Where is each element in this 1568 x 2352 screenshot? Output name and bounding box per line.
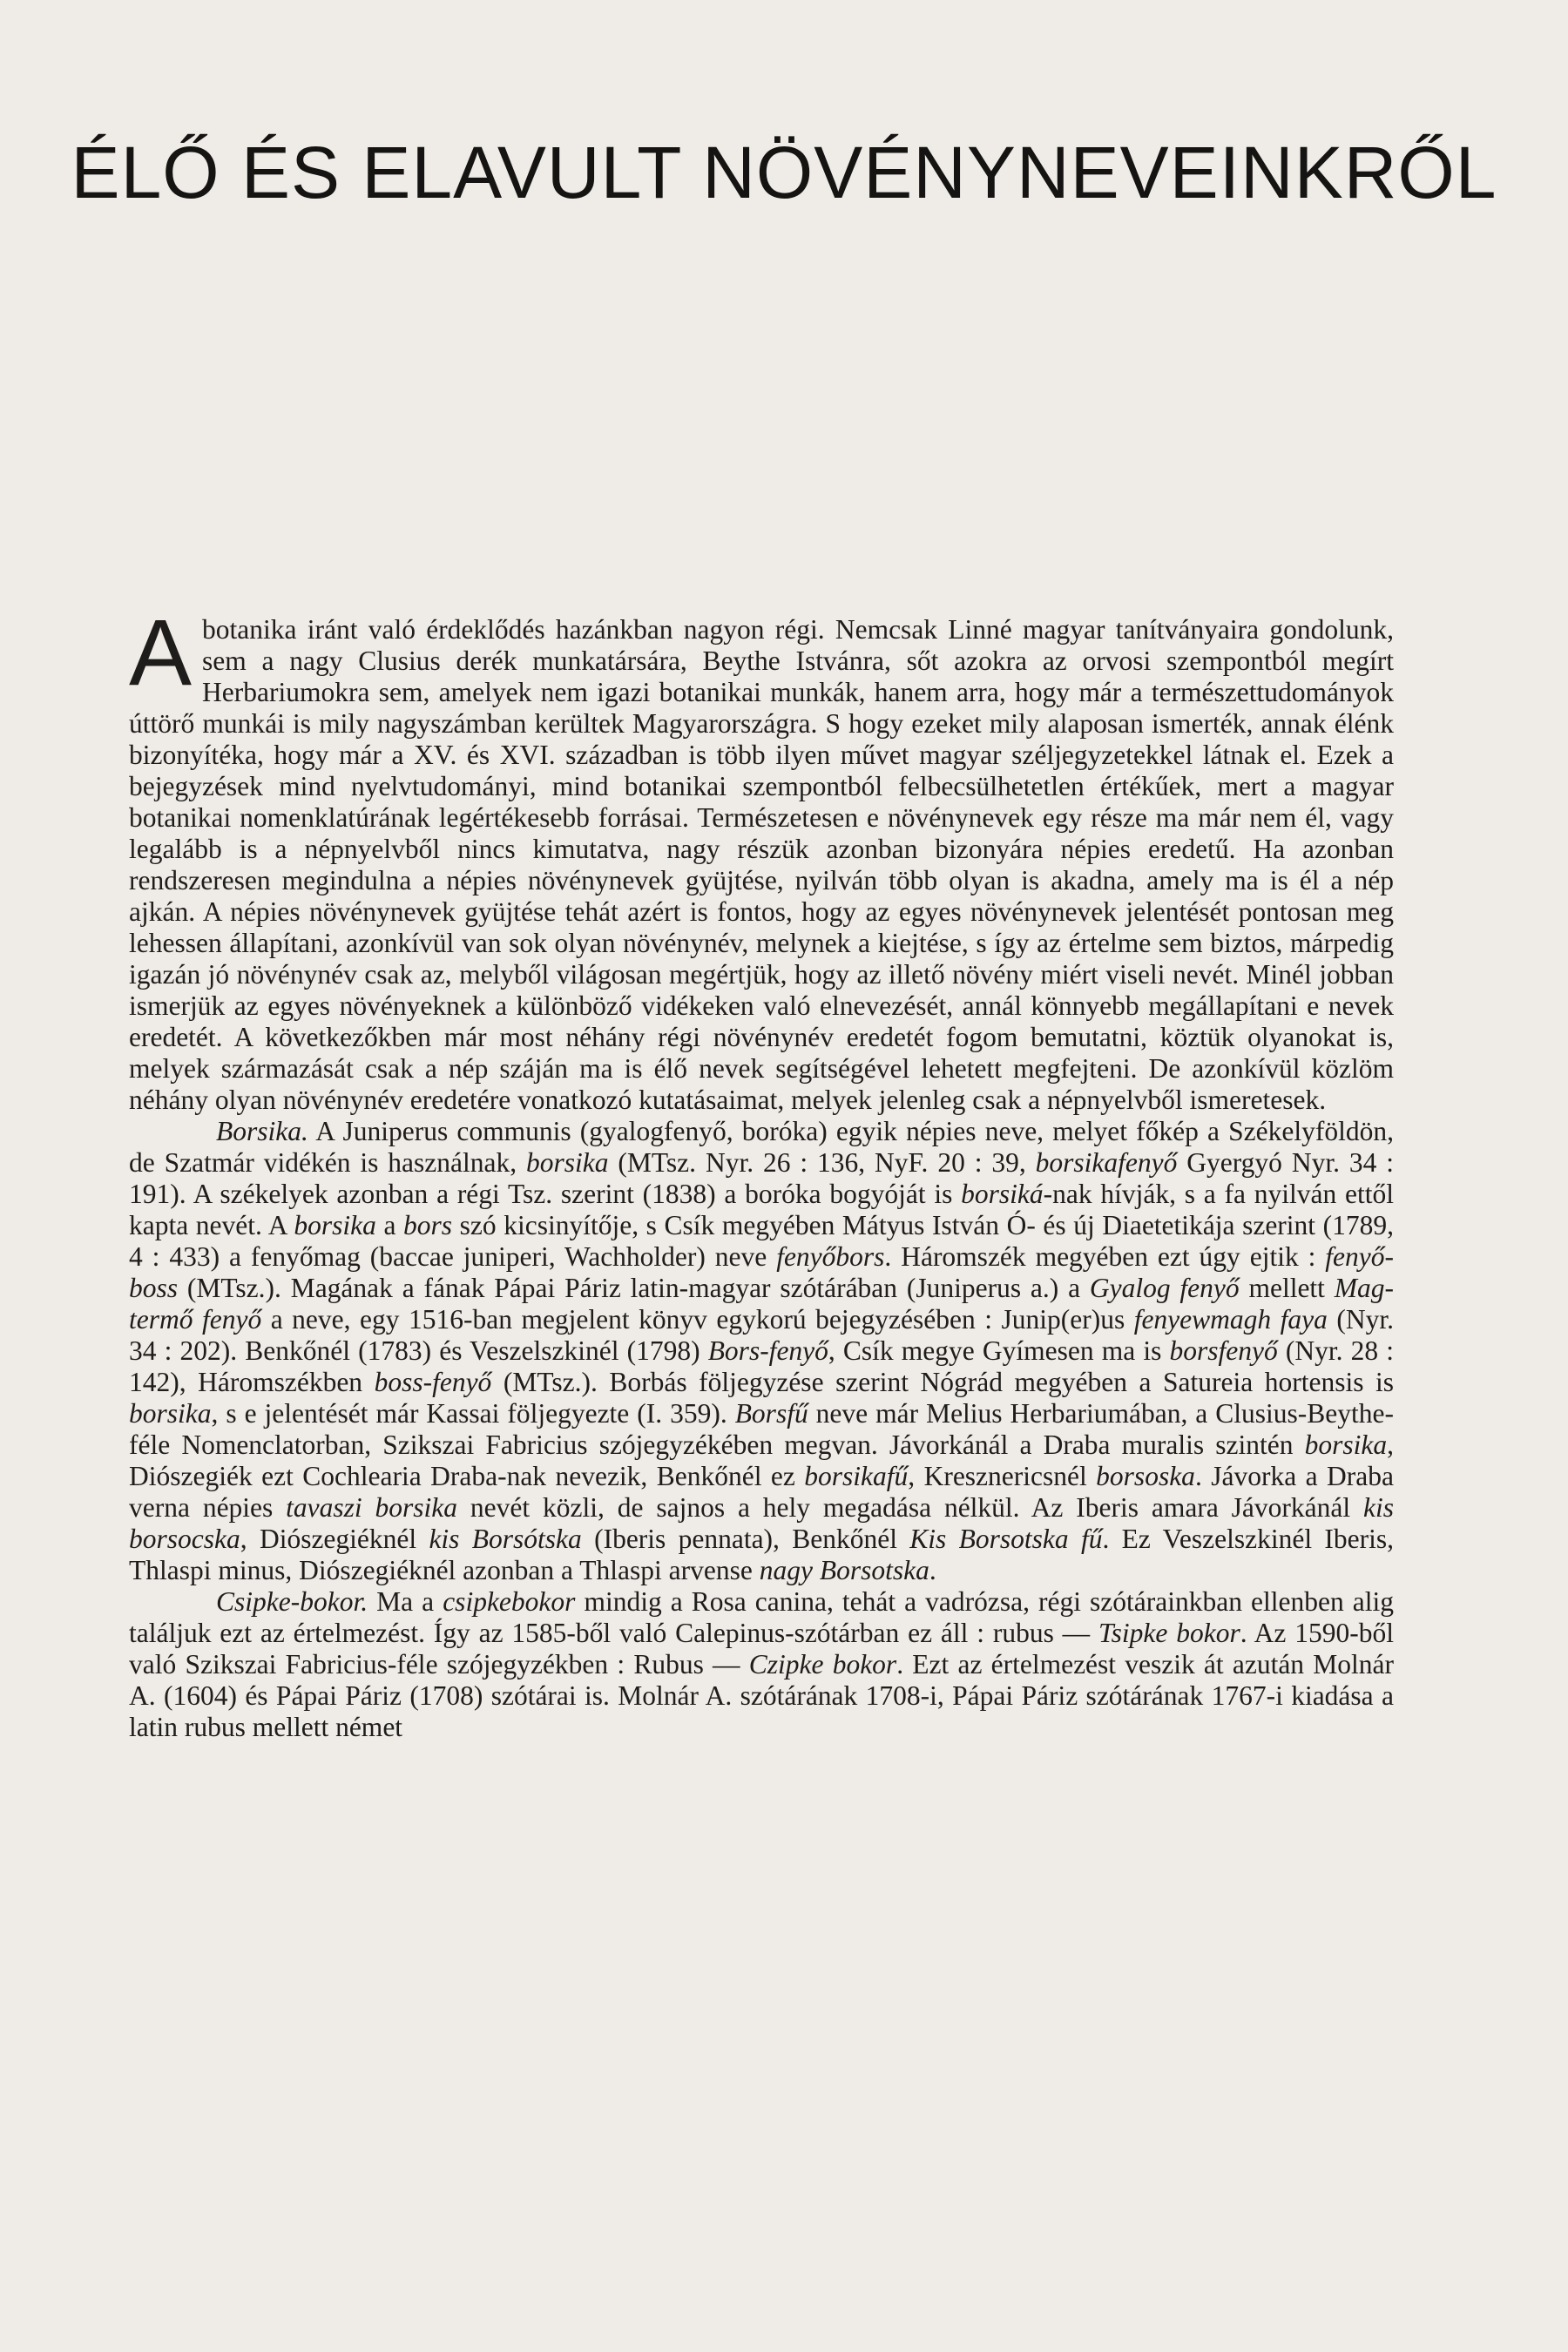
text-run: Gyergyó Nyr. 34 : 191). A székelyek azonban a régi Tsz. szerint (1838) a boróka bogyóját is — [129, 1147, 1395, 1209]
text-run: . Háromszék megyében ezt úgy ejtik : — [884, 1241, 1326, 1272]
italic-term: borsikafenyő — [1035, 1147, 1178, 1178]
italic-term: borsiká — [961, 1179, 1044, 1209]
intro-paragraph — [129, 599, 1394, 1116]
italic-term: kis Borsótska — [429, 1524, 582, 1554]
text-run: a — [375, 1210, 404, 1240]
text-run: , Csík megye Gyímesen ma is — [828, 1335, 1170, 1366]
text-run: neve már Melius Herbariumában, a Clusius-Beythe-féle Nomenclatorban, Szikszai Fabricius szójegyzékében megvan. Jávorkánál a Draba muralis szintén — [129, 1398, 1394, 1460]
borsika-paragraph — [129, 1116, 1394, 1586]
text-run: nevét közli, de sajnos a hely megadása nélkül. Az Iberis amara Jávorkánál — [457, 1492, 1363, 1523]
italic-term: Gyalog fenyő — [1089, 1273, 1240, 1303]
italic-term: boss-fenyő — [374, 1367, 492, 1397]
text-run: botanika iránt való érdeklődés hazánkban nagyon régi. Nemcsak Linné magyar tanítványaira gondolunk, sem a nagy Clusius derék munkatársára, Beythe Istvánra, sőt azokra az orvosi szempontból megírt Herbariumokra sem, amelyek nem igazi botanikai munkák, hanem arra, hogy már a természettudományok úttörő munkái is mily nagyszámban kerültek Magyarországra. S hogy ezeket mily alaposan ismerték, annak élénk bizonyítéka, hogy már a XV. és XVI. században is több ilyen művet magyar széljegyzetekkel látnak el. Ezek a bejegyzések mind nyelvtudományi, mind botanikai szempontból felbecsülhetetlen értékűek, mert a magyar botanikai nomenklatúrának legértékesebb forrásai. Természetesen e növénynevek egy része ma már nem él, vagy legalább is a népnyelvből nincs kimutatva, nagy részük azonban bizonyára népies eredetű. Ha azonban rendszeresen megindulna a népies növénynevek gyüjtése, nyilván több olyan is akadna, amely ma is él a nép ajkán. A népies növénynevek gyüjtése tehát azért is fontos, hogy az egyes növénynevek jelentését pontosan meg lehessen állapítani, azonkívül van sok olyan növénynév, melynek a kiejtése, s így az értelme sem biztos, márpedig igazán jó növénynév csak az, melyből világosan megértjük, hogy az illető növény miért viseli nevét. Minél jobban ismerjük az egyes növényeknek a különböző vidékeken való elnevezését, annál könnyebb megállapítani e nevek eredetét. A következőkben már most néhány régi növénynév eredetét fogom bemutatni, köztük olyanokat is, melyek származását csak a nép száján ma is élő nevek segítségével lehetett megfejteni. De azonkívül közlöm néhány olyan növénynév eredetére vonatkozó kutatásaimat, melyek jelenleg csak a népnyelvből ismeretesek. — [129, 614, 1394, 1115]
italic-term: Tsipke bokor — [1098, 1618, 1240, 1648]
italic-term: csipkebokor — [443, 1586, 576, 1617]
italic-term: borsoska — [1096, 1461, 1195, 1491]
text-run: (Nyr. 28 : 142), Háromszékben — [129, 1335, 1395, 1397]
text-run: . Ezt az értelmezést veszik át azután Molnár A. (1604) és Pápai Páriz (1708) szótárai is. Molnár A. szótárának 1708-i, Pápai Páriz szótárának 1767-i kiadása a latin rubus mellett német — [129, 1649, 1394, 1742]
text-run: (MTsz. Nyr. 26 : 136, NyF. 20 : 39, — [608, 1147, 1036, 1178]
italic-term: fenyő-boss — [129, 1241, 1395, 1303]
italic-term: borsika — [129, 1398, 212, 1429]
text-run: , s e jelentését már Kassai följegyezte (I. 359). — [211, 1398, 735, 1429]
italic-term: borsfenyő — [1169, 1335, 1278, 1366]
text-run: . Ez Veszelszkinél Iberis, Thlaspi minus, Diószegiéknél azonban a Thlaspi arvense — [129, 1524, 1394, 1585]
text-run: . Jávorka a Draba verna népies — [129, 1461, 1394, 1523]
italic-term: fenyőbors — [776, 1241, 885, 1272]
italic-term: tavaszi borsika — [286, 1492, 458, 1523]
article-title: ÉLŐ ÉS ELAVULT NÖVÉNYNEVEINKRŐL — [71, 132, 1497, 213]
italic-term: borsika — [525, 1147, 609, 1178]
italic-term: Csipke-bokor. — [216, 1586, 368, 1617]
italic-term: fenyewmagh faya — [1133, 1304, 1328, 1335]
text-run: , Kresznericsnél — [908, 1461, 1097, 1491]
text-run: (Nyr. 34 : 202). Benkőnél (1783) és Veszelszkinél (1798) — [129, 1304, 1394, 1366]
text-run: . — [929, 1555, 936, 1585]
text-run: . Az 1590-ből való Szikszai Fabricius-féle szójegyzékben : Rubus — — [129, 1618, 1394, 1680]
text-run: a neve, egy 1516-ban megjelent könyv egykorú bejegyzésében : Junip(er)us — [261, 1304, 1134, 1335]
italic-term: Bors-fenyő — [707, 1335, 828, 1366]
text-run: Ma a — [368, 1586, 443, 1617]
text-run: (MTsz.). Borbás följegyzése szerint Nógrád megyében a Satureia hortensis is — [491, 1367, 1394, 1397]
text-run: (MTsz.). Magának a fának Pápai Páriz latin-magyar szótárában (Juniperus a.) a — [178, 1273, 1090, 1303]
drop-cap: A — [129, 599, 193, 705]
italic-term: kis borsocska — [129, 1492, 1394, 1554]
italic-term: Mag-termő fenyő — [129, 1273, 1394, 1335]
article-body — [129, 599, 1395, 1743]
italic-term: Kis Borsotska fű — [909, 1524, 1103, 1554]
italic-term: bors — [403, 1210, 453, 1240]
text-run: , Diószegiéknél — [240, 1524, 429, 1554]
italic-term: Czipke bokor — [748, 1649, 897, 1680]
italic-term: Borsfű — [734, 1398, 808, 1429]
text-run: (Iberis pennata), Benkőnél — [581, 1524, 910, 1554]
text-run: A Juniperus communis (gyalogfenyő, boróka) egyik népies neve, melyet főkép a Székelyföldön, de Szatmár vidékén is használnak, — [129, 1116, 1394, 1178]
text-run: mellett — [1239, 1273, 1335, 1303]
italic-term: nagy Borsotska — [759, 1555, 929, 1585]
italic-term: borsika — [294, 1210, 376, 1240]
csipke-bokor-paragraph — [129, 1586, 1394, 1743]
text-run: -nak hívják, s a fa nyilván ettől kapta nevét. A — [129, 1179, 1394, 1240]
text-run: mindig a Rosa canina, tehát a vadrózsa, régi szótárainkban ellenben alig találjuk ezt az értelmezést. Így az 1585-ből való Calepinus-szótárban ez áll : rubus — — [129, 1586, 1394, 1648]
text-run: szó kicsinyítője, s Csík megyében Mátyus István Ó- és új Diaetetikája szerint (1789, 4 : 433) a fenyőmag (baccae juniperi, Wachholder) neve — [129, 1210, 1395, 1272]
text-run: , Diószegiék ezt Cochlearia Draba-nak nevezik, Benkőnél ez — [129, 1429, 1394, 1491]
italic-term: borsikafű — [804, 1461, 909, 1491]
italic-term: borsika — [1304, 1429, 1388, 1460]
italic-term: Borsika. — [216, 1116, 308, 1146]
